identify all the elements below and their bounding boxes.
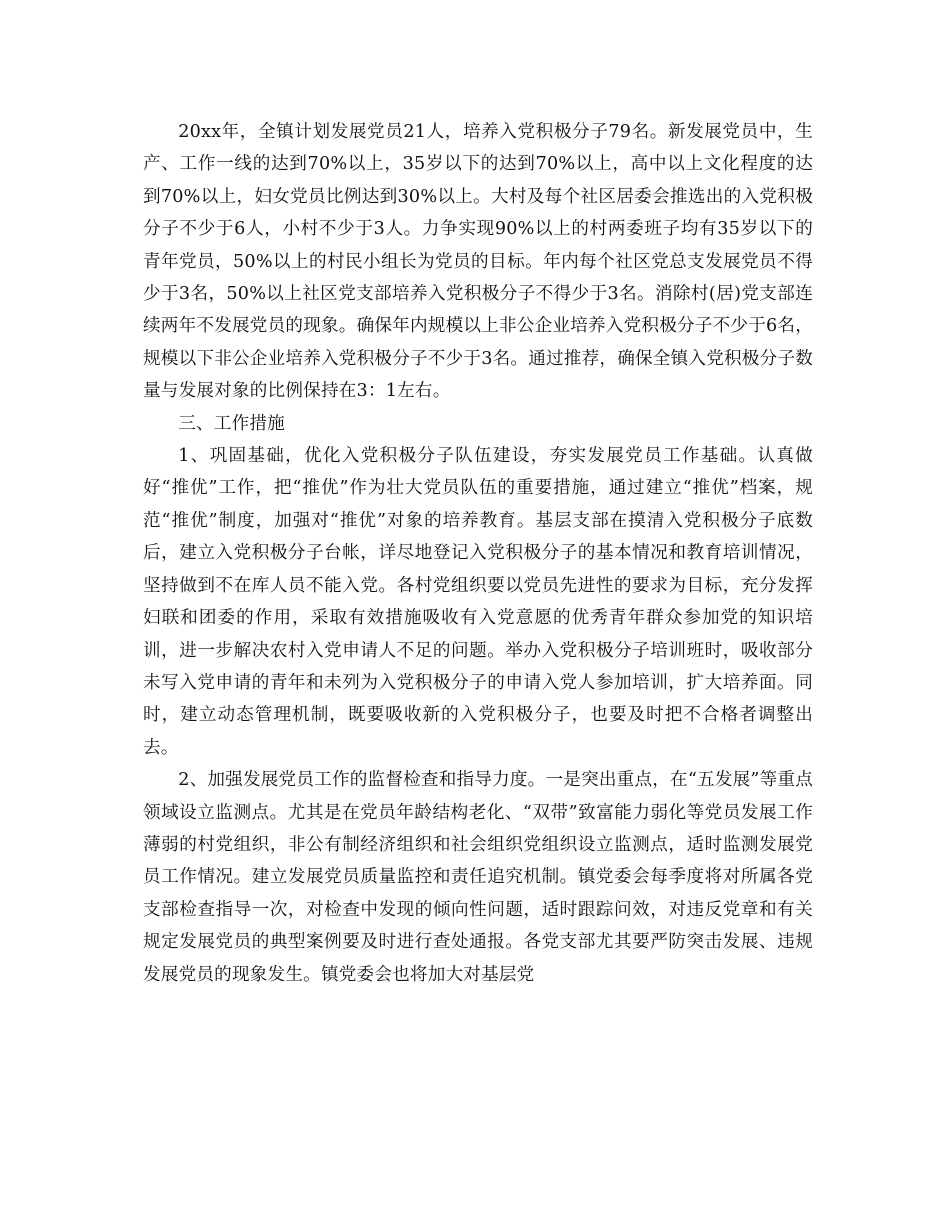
document-body xyxy=(143,116,813,991)
paragraph-measure-2: 2、加强发展党员工作的监督检查和指导力度。一是突出重点，在“五发展”等重点领域设立监测点。尤其是在党员年龄结构老化、“双带”致富能力弱化等党员发展工作薄弱的村党组织，非公有制经济组织和社会组织党组织设立监测点，适时监测发展党员工作情况。建立发展党员质量监控和责任追究机制。镇党委会每季度将对所属各党支部检查指导一次，对检查中发现的倾向性问题，适时跟踪问效，对违反党章和有关规定发展党员的典型案例要及时进行查处通报。各党支部尤其要严防突击发展、违规发展党员的现象发生。镇党委会也将加大对基层党 xyxy=(143,770,813,985)
paragraph-measure-1: 1、巩固基础，优化入党积极分子队伍建设，夯实发展党员工作基础。认真做好“推优”工作，把“推优”作为壮大党员队伍的重要措施，通过建立“推优”档案，规范“推优”制度，加强对“推优”对象的培养教育。基层支部在摸清入党积极分子底数后，建立入党积极分子台帐，详尽地登记入党积极分子的基本情况和教育培训情况，坚持做到不在库人员不能入党。各村党组织要以党员先进性的要求为目标，充分发挥妇联和团委的作用，采取有效措施吸收有入党意愿的优秀青年群众参加党的知识培训，进一步解决农村入党申请人不足的问题。举办入党积极分子培训班时，吸收部分未写入党申请的青年和未列为入党积极分子的申请入党人参加培训，扩大培养面。同时，建立动态管理机制，既要吸收新的入党积极分子，也要及时把不合格者调整出去。 xyxy=(143,446,813,758)
paragraph-targets: 20xx年，全镇计划发展党员21人，培养入党积极分子79名。新发展党员中，生产、工作一线的达到70%以上，35岁以下的达到70%以上，高中以上文化程度的达到70%以上，妇女党员比例达到30%以上。大村及每个社区居委会推选出的入党积极分子不少于6人，小村不少于3人。力争实现90%以上的村两委班子均有35岁以下的青年党员，50%以上的村民小组长为党员的目标。年内每个社区党总支发展党员不得少于3名，50%以上社区党支部培养入党积极分子不得少于3名。消除村(居)党支部连续两年不发展党员的现象。确保年内规模以上非公企业培养入党积极分子不少于6名，规模以下非公企业培养入党积极分子不少于3名。通过推荐，确保全镇入党积极分子数量与发展对象的比例保持在3：1左右。 xyxy=(143,122,813,402)
section-heading-work-measures: 三、工作措施 xyxy=(178,413,285,434)
